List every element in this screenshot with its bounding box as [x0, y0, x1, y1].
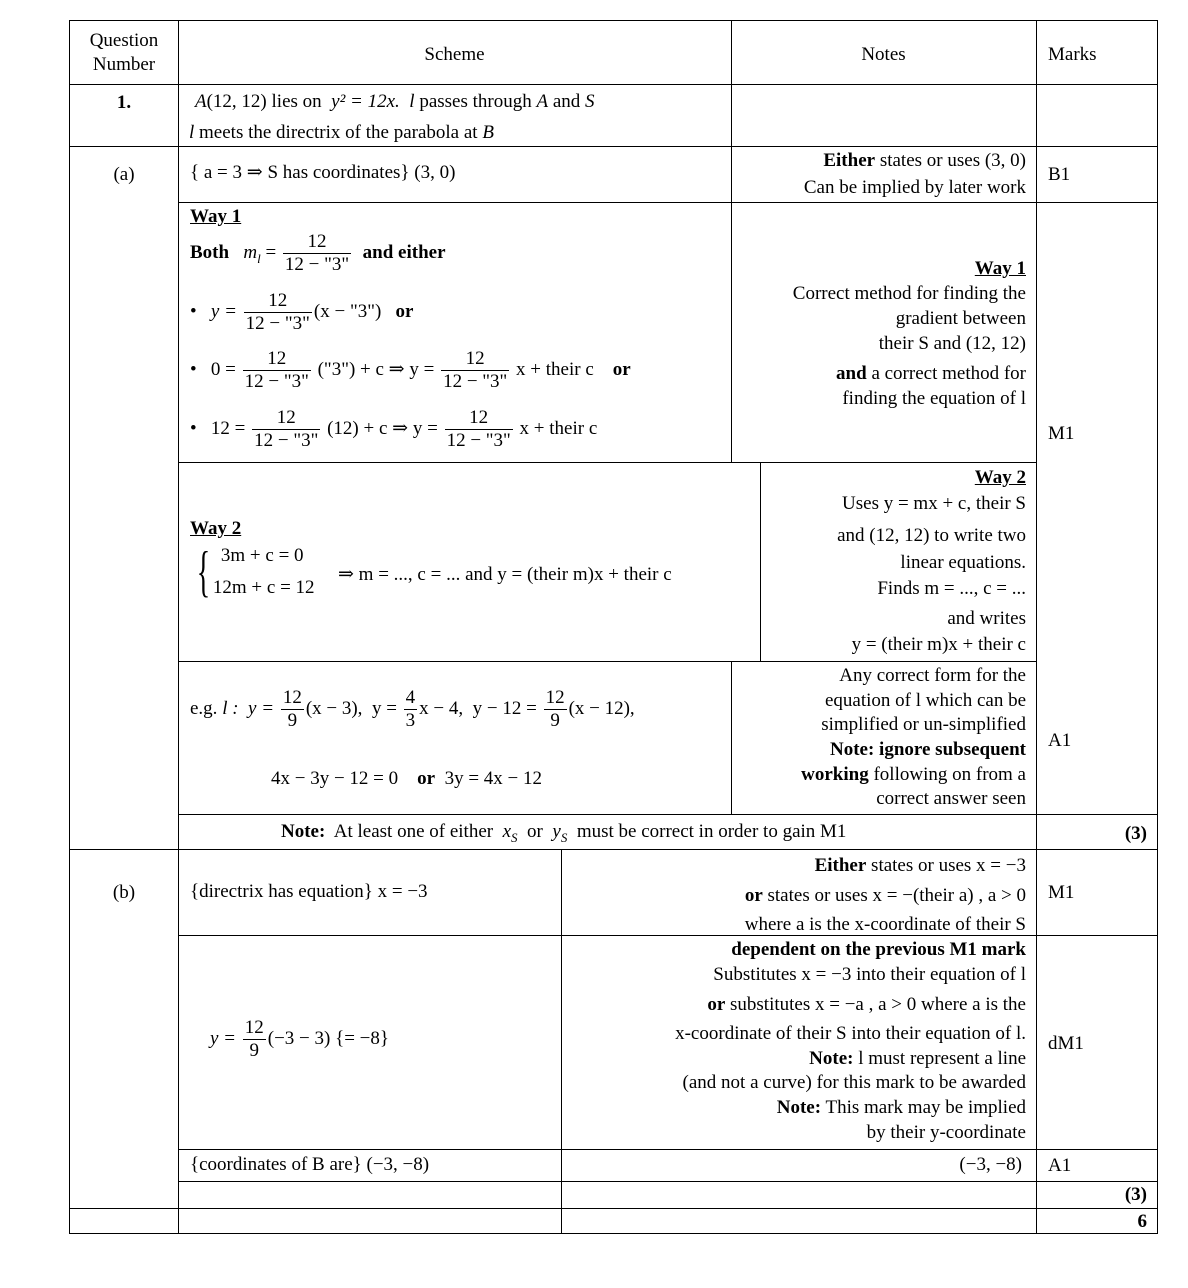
- grid-line: [178, 1181, 1158, 1182]
- way2-system: [190, 540, 315, 605]
- question-number: 1.: [116, 92, 132, 113]
- substitution-scheme: y = $\frac{12}{9}$ (−3 − 3) {= −8}: [210, 1017, 390, 1061]
- way2-title: Way 2: [190, 518, 242, 539]
- equation-system: 3m + c = 0 12m + c = 12: [212, 545, 315, 599]
- directrix-mark: M1: [1048, 882, 1075, 903]
- fraction: $\frac{12}{9}$: [282, 687, 302, 731]
- directrix-note: Either states or uses x = −3 or states or uses x = −(their a) , a > 0 where a is the x-coordinate of their S: [744, 855, 1026, 936]
- grid-line: [69, 84, 1158, 85]
- way1-title: Way 1: [190, 206, 242, 227]
- grid-line: [69, 1208, 1158, 1209]
- fraction: $\frac{12}{12 - "3"}$: [443, 348, 508, 392]
- part-b-total: (3): [1124, 1184, 1147, 1205]
- part-a-focus-mark: B1: [1048, 164, 1071, 185]
- header-question-number: Question Number: [89, 30, 159, 75]
- question-stem-line2: l meets the directrix of the parabola at B: [189, 122, 494, 143]
- way1-mark: M1: [1048, 423, 1075, 444]
- fraction: $\frac{12}{12 - "3"}$: [446, 407, 511, 451]
- part-a-label: (a): [113, 164, 135, 185]
- way1-bullet-2: • 0 = $\frac{12}{12 - "3"}$ ("3") + c ⇒ y = $\frac{12}{12 - "3"}$ x + their c or: [190, 348, 631, 392]
- way2-note: Way 2 Uses y = mx + c, their S and (12, 12) to write two linear equations. Finds m = ..., c = ... and writes y = (their m)x + their c: [837, 467, 1026, 656]
- fraction: $\frac{12}{12 - "3"}$: [245, 290, 310, 334]
- part-a-focus-scheme: { a = 3 ⇒ S has coordinates} (3, 0): [190, 162, 456, 183]
- fraction: $\frac{12}{9}$: [244, 1017, 264, 1061]
- grid-line: [69, 20, 1158, 21]
- grid-line: [69, 849, 1158, 850]
- equation-examples: e.g. l : y = $\frac{12}{9}$ (x − 3), y = $\frac{4}{3}$ x − 4, y − 12 = $\frac{12}{9}$ (x − 12),: [190, 687, 635, 731]
- grand-total: 6: [1137, 1211, 1147, 1232]
- way1-bullet-3: • 12 = $\frac{12}{12 - "3"}$ (12) + c ⇒ y = $\frac{12}{12 - "3"}$ x + their c: [190, 407, 598, 451]
- fraction: $\frac{12}{12 - "3"}$: [254, 407, 319, 451]
- grid-line: [178, 1149, 1158, 1150]
- directrix-scheme: {directrix has equation} x = −3: [190, 881, 428, 902]
- brace: {: [196, 541, 211, 604]
- a1-mark: A1: [1048, 730, 1072, 751]
- fraction: $\frac{12}{12 - "3"}$: [284, 231, 350, 275]
- fraction: $\frac{4}{3}$: [405, 687, 416, 731]
- a1-note: Any correct form for the equation of l which can be simplified or un-simplified Note: ignore subsequent working following on from a correct answer seen: [801, 665, 1026, 810]
- grid-line: [69, 146, 1158, 147]
- header-scheme: Scheme: [424, 44, 485, 65]
- grid-line: [178, 202, 1158, 203]
- equation-line-forms: 4x − 3y − 12 = 0 or 3y = 4x − 12: [271, 768, 543, 789]
- way2-result: ⇒ m = ..., c = ... and y = (their m)x + their c: [338, 564, 672, 585]
- header-marks: Marks: [1048, 44, 1097, 65]
- substitution-mark: dM1: [1048, 1033, 1084, 1054]
- way1-bullet-1: • y = $\frac{12}{12 - "3"}$ (x − "3") or: [190, 290, 414, 334]
- part-a-footer-note: Note: At least one of either $x_S$ or $y_S$ must be correct in order to gain M1: [281, 821, 847, 845]
- grid-line: [178, 462, 1036, 463]
- question-stem-line1: A(12, 12) lies on y² = 12x. l passes through A and S: [195, 91, 595, 112]
- coordinates-mark: A1: [1048, 1155, 1072, 1176]
- way1-gradient: Both $m_l$ = $\frac{12}{12 - "3"}$ and either: [190, 231, 446, 275]
- part-b-label: (b): [112, 882, 136, 903]
- fraction: $\frac{12}{12 - "3"}$: [244, 348, 309, 392]
- coordinates-note: (−3, −8): [959, 1154, 1022, 1175]
- part-a-focus-note: Either states or uses (3, 0) Can be implied by later work: [803, 150, 1026, 198]
- grid-line: [69, 1233, 1158, 1234]
- grid-line: [178, 814, 1158, 815]
- grid-line: [69, 20, 70, 1233]
- coordinates-scheme: {coordinates of B are} (−3, −8): [190, 1154, 430, 1175]
- way1-note: Way 1 Correct method for finding the gradient between their S and (12, 12) and a correct method for finding the equation of l: [792, 258, 1026, 410]
- substitution-note: dependent on the previous M1 mark Substitutes x = −3 into their equation of l or substitutes x = −a , a > 0 where a is the x-coordinate of their S into their equation of l. Note: l must represent a line (and not a curve) for this mark to be awarded Note: This mark may be implied by their y-coordinate: [675, 939, 1026, 1143]
- fraction: $\frac{12}{9}$: [545, 687, 565, 731]
- grid-line: [178, 661, 1036, 662]
- part-a-total: (3): [1124, 823, 1147, 844]
- header-notes: Notes: [861, 44, 906, 65]
